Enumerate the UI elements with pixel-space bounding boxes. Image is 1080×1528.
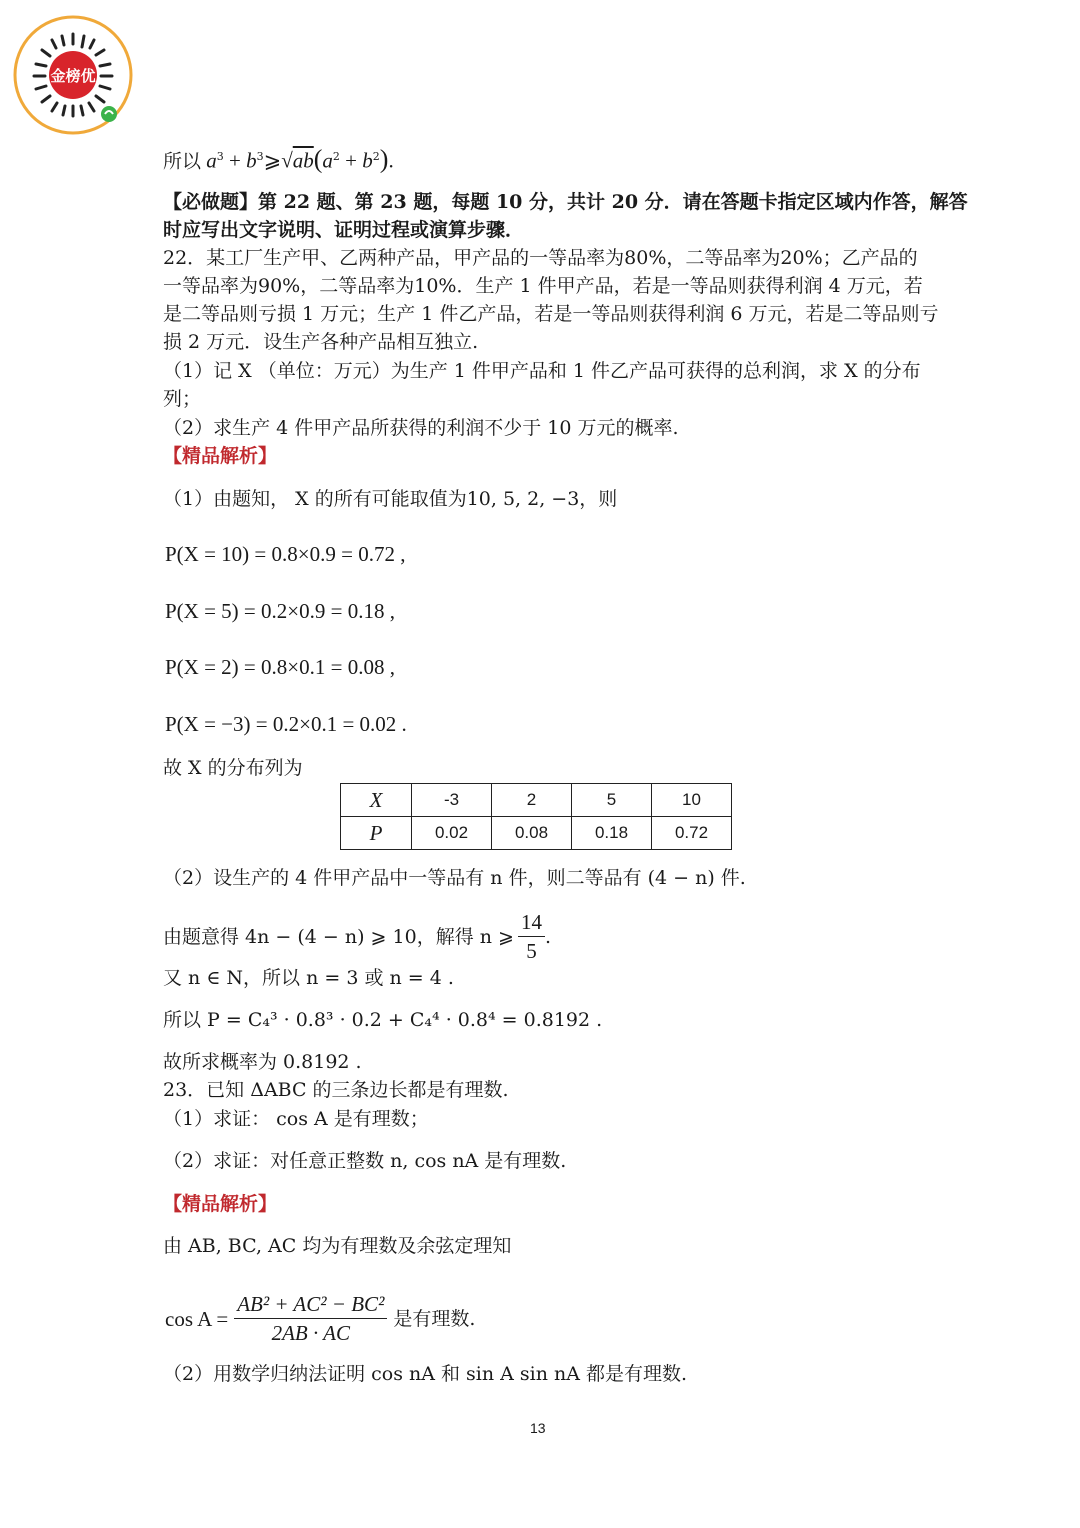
- line-conclusion: 所以 $a^3$ + $b^3⩾√ab(a^2 + b^2)$.: [163, 144, 394, 174]
- table-cell: 0.18: [572, 817, 652, 850]
- fraction-14-5: [518, 908, 545, 965]
- solution-values: （1）由题知， X 的所有可能取值为10, 5, 2, −3，则: [163, 488, 618, 510]
- solution-23-part2: （2）用数学归纳法证明 cos nA 和 sin A sin nA 都是有理数.: [163, 1363, 688, 1385]
- solution-23-intro: 由 AB, BC, AC 均为有理数及余弦定理知: [163, 1235, 512, 1257]
- cosine-conclusion: 是有理数.: [393, 1307, 476, 1330]
- table-cell: 10: [652, 784, 732, 817]
- prob-x-neg3: P(X = −3) = 0.2×0.1 = 0.02 .: [165, 712, 407, 736]
- problem-22-part1: （1）记 X （单位：万元）为生产 1 件甲产品和 1 件乙产品可获得的总利润，求 X 的分布: [163, 360, 921, 382]
- table-header-x: X: [341, 784, 412, 817]
- fraction-denominator: 2AB · AC: [271, 1321, 350, 1345]
- solution-inequality: [163, 908, 551, 965]
- solution-part2-setup: （2）设生产的 4 件甲产品中一等品有 n 件，则二等品有 (4 − n) 件.: [163, 867, 746, 889]
- table-header-p: P: [341, 817, 412, 850]
- fraction-denominator: 5: [526, 939, 537, 963]
- table-cell: 0.08: [492, 817, 572, 850]
- problem-22-part1-cont: 列；: [163, 388, 202, 410]
- problem-23-part2: （2）求证：对任意正整数 n, cos nA 是有理数.: [163, 1150, 567, 1172]
- logo-center-text: 金榜优: [50, 67, 96, 85]
- problem-23-part1: （1）求证： cos A 是有理数；: [163, 1108, 429, 1130]
- table-row: [341, 784, 732, 817]
- table-cell: -3: [412, 784, 492, 817]
- inequality-text: 由题意得 4n − (4 − n) ⩾ 10，解得 n ⩾: [163, 925, 514, 948]
- table-cell: 5: [572, 784, 652, 817]
- prob-x-5: P(X = 5) = 0.2×0.9 = 0.18 ,: [165, 599, 395, 623]
- problem-22-part2: （2）求生产 4 件甲产品所获得的利润不少于 10 万元的概率.: [163, 417, 679, 439]
- distribution-intro: 故 X 的分布列为: [163, 757, 303, 779]
- solution-n-values: 又 n ∈ N，所以 n = 3 或 n = 4 .: [163, 967, 454, 989]
- problem-22-line4: 损 2 万元．设生产各种产品相互独立.: [163, 331, 479, 353]
- section-heading: 【必做题】第 22 题、第 23 题，每题 10 分，共计 20 分．请在答题卡指定区域内作答，解答: [163, 191, 968, 213]
- fraction-numerator: AB² + AC² − BC²: [234, 1290, 387, 1319]
- distribution-table: [340, 783, 732, 850]
- analysis-heading-22: 【精品解析】: [163, 445, 278, 467]
- solution-probability: 所以 P = C₄³ · 0.8³ · 0.2 + C₄⁴ · 0.8⁴ = 0.8192 .: [163, 1009, 603, 1031]
- table-row: [341, 817, 732, 850]
- problem-22-line3: 是二等品则亏损 1 万元；生产 1 件乙产品，若是一等品则获得利润 6 万元，若是二等品则亏: [163, 303, 939, 325]
- problem-22-line2: 一等品率为90%，二等品率为10%．生产 1 件甲产品，若是一等品则获得利润 4 万元，若: [163, 275, 923, 297]
- prob-x-2: P(X = 2) = 0.8×0.1 = 0.08 ,: [165, 655, 395, 679]
- analysis-heading-23: 【精品解析】: [163, 1193, 278, 1215]
- table-cell: 0.02: [412, 817, 492, 850]
- logo-seal: [12, 14, 134, 136]
- section-heading-cont: 时应写出文字说明、证明过程或演算步骤．: [163, 219, 525, 241]
- cosine-formula: [165, 1290, 475, 1347]
- fraction-numerator: 14: [518, 908, 545, 937]
- table-cell: 0.72: [652, 817, 732, 850]
- prob-x-10: P(X = 10) = 0.8×0.9 = 0.72 ,: [165, 542, 406, 566]
- cosine-fraction: [234, 1290, 387, 1347]
- fraction-tail: .: [544, 925, 551, 948]
- solution-answer: 故所求概率为 0.8192 .: [163, 1051, 362, 1073]
- cosine-lhs: cos A =: [165, 1306, 229, 1331]
- problem-23: 23．已知 ΔABC 的三条边长都是有理数.: [163, 1079, 509, 1101]
- table-cell: 2: [492, 784, 572, 817]
- problem-22-line1: 22．某工厂生产甲、乙两种产品，甲产品的一等品率为80%，二等品率为20%；乙产品的: [163, 247, 918, 269]
- page-number: 13: [530, 1420, 546, 1436]
